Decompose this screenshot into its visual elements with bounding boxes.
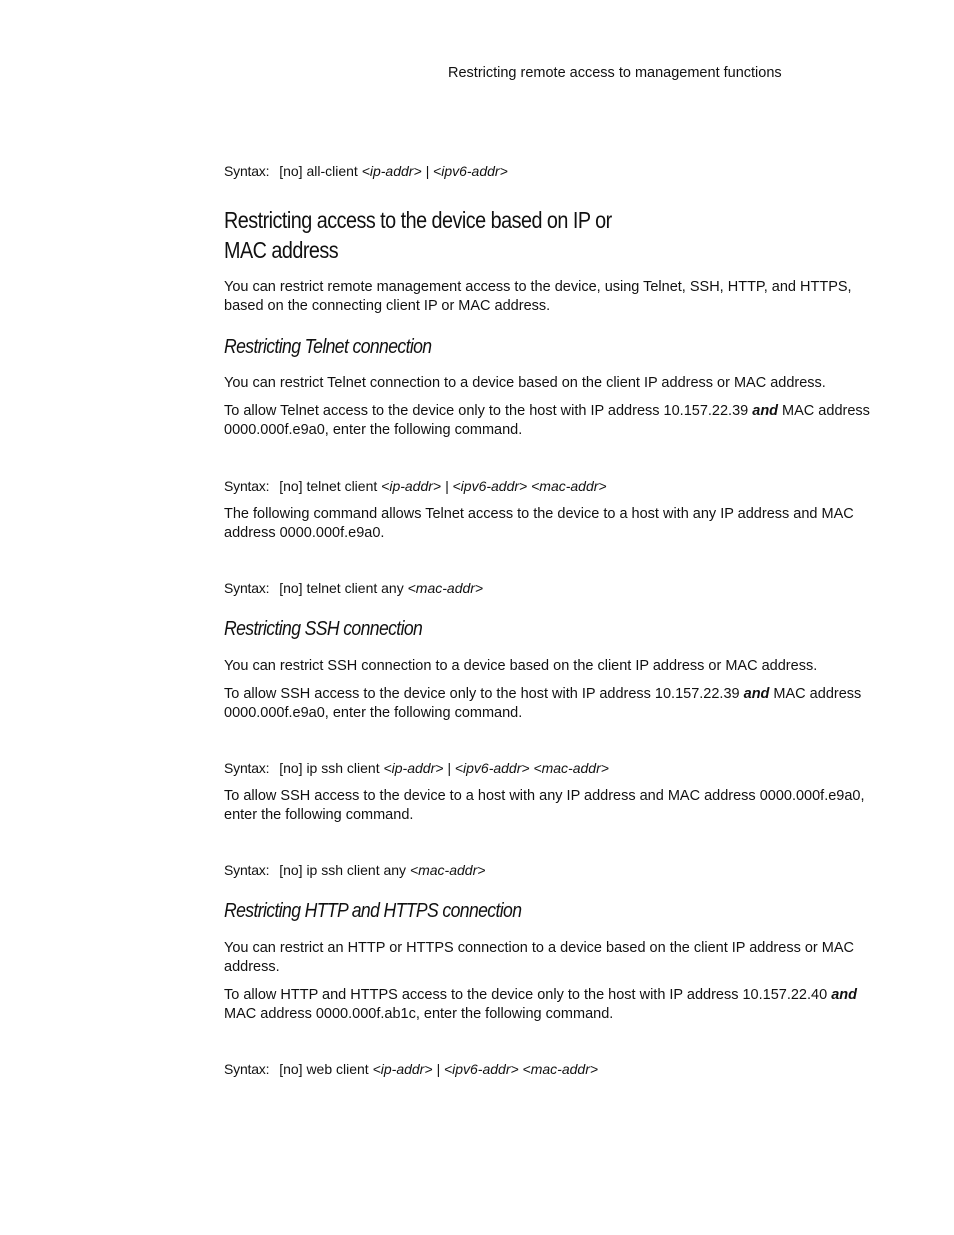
syntax-option: [no]: [279, 862, 303, 878]
syntax-web-client: [224, 1061, 598, 1077]
syntax-keyword: telnet client any: [306, 580, 404, 596]
ssh-heading: Restricting SSH connection: [224, 618, 423, 640]
syntax-label: Syntax:: [224, 862, 270, 878]
syntax-keyword: web client: [306, 1061, 369, 1077]
telnet-p3: The following command allows Telnet access to the device to a host with any IP address and MAC address 0000.000f.e9a0.: [224, 506, 854, 541]
ssh-p2-text: To allow SSH access to the device only to the host with IP address 10.157.22.39: [224, 686, 744, 702]
ssh-p2: [224, 685, 874, 722]
telnet-heading: Restricting Telnet connection: [224, 336, 432, 358]
syntax-args: <ip-addr> | <ipv6-addr> <mac-addr>: [383, 760, 609, 776]
http-p1: You can restrict an HTTP or HTTPS connection to a device based on the client IP address or MAC address.: [224, 940, 854, 975]
section-title-line2: MAC address: [224, 237, 339, 263]
ssh-p2-text-end: MAC address 0000.000f.e9a0, enter the following command.: [224, 686, 862, 721]
syntax-label: Syntax:: [224, 580, 270, 596]
syntax-args: <ip-addr> | <ipv6-addr> <mac-addr>: [372, 1061, 599, 1077]
section-title: [224, 205, 706, 265]
syntax-keyword: telnet client: [306, 478, 378, 494]
ssh-p3: To allow SSH access to the device to a host with any IP address and MAC address 0000.000f.e9a0, enter the following command.: [224, 788, 865, 823]
syntax-option: [no]: [279, 760, 303, 776]
telnet-p1: You can restrict Telnet connection to a device based on the client IP address or MAC address.: [224, 375, 826, 391]
http-p2-text-end: MAC address 0000.000f.ab1c, enter the following command.: [224, 1005, 614, 1022]
syntax-args: <ip-addr> | <ipv6-addr> <mac-addr>: [381, 478, 607, 494]
syntax-option: [no]: [279, 163, 303, 179]
syntax-keyword: all-client: [306, 163, 358, 179]
ssh-p1: You can restrict SSH connection to a device based on the client IP address or MAC address.: [224, 658, 818, 674]
telnet-p2-text-end: MAC address 0000.000f.e9a0, enter the following command.: [224, 403, 870, 438]
ssh-p2-emphasis: and: [743, 686, 770, 702]
syntax-keyword: ip ssh client: [306, 760, 380, 776]
syntax-telnet-client-any: [224, 580, 483, 596]
syntax-label: Syntax:: [224, 163, 270, 179]
syntax-option: [no]: [279, 1061, 303, 1077]
syntax-label: Syntax:: [224, 1061, 270, 1077]
syntax-option: [no]: [279, 580, 303, 596]
syntax-keyword: ip ssh client any: [306, 862, 407, 878]
http-p2-text: To allow HTTP and HTTPS access to the device only to the host with IP address 10.157.22.40: [224, 987, 832, 1003]
syntax-all-client: [224, 163, 508, 179]
syntax-ip-ssh-client-any: [224, 862, 485, 878]
syntax-option: [no]: [279, 478, 303, 494]
running-header: Restricting remote access to management functions: [448, 65, 782, 81]
syntax-args: <mac-addr>: [409, 862, 486, 878]
syntax-telnet-client: [224, 478, 607, 494]
http-p2-emphasis: and: [831, 987, 857, 1003]
section-intro: You can restrict remote management access to the device, using Telnet, SSH, HTTP, and HTTPS, based on the connecting client IP or MAC address.: [224, 279, 852, 314]
section-title-line1: Restricting access to the device based on IP or: [224, 207, 612, 233]
syntax-args: <ip-addr> | <ipv6-addr>: [361, 163, 508, 179]
syntax-label: Syntax:: [224, 478, 270, 494]
telnet-p2-emphasis: and: [752, 403, 779, 419]
telnet-p2: [224, 402, 874, 439]
telnet-p2-text: To allow Telnet access to the device only to the host with IP address 10.157.22.39: [224, 403, 753, 419]
syntax-args: <mac-addr>: [407, 580, 484, 596]
http-heading: Restricting HTTP and HTTPS connection: [224, 900, 522, 922]
http-p2: [224, 986, 874, 1023]
syntax-ip-ssh-client: [224, 760, 609, 776]
syntax-label: Syntax:: [224, 760, 270, 776]
